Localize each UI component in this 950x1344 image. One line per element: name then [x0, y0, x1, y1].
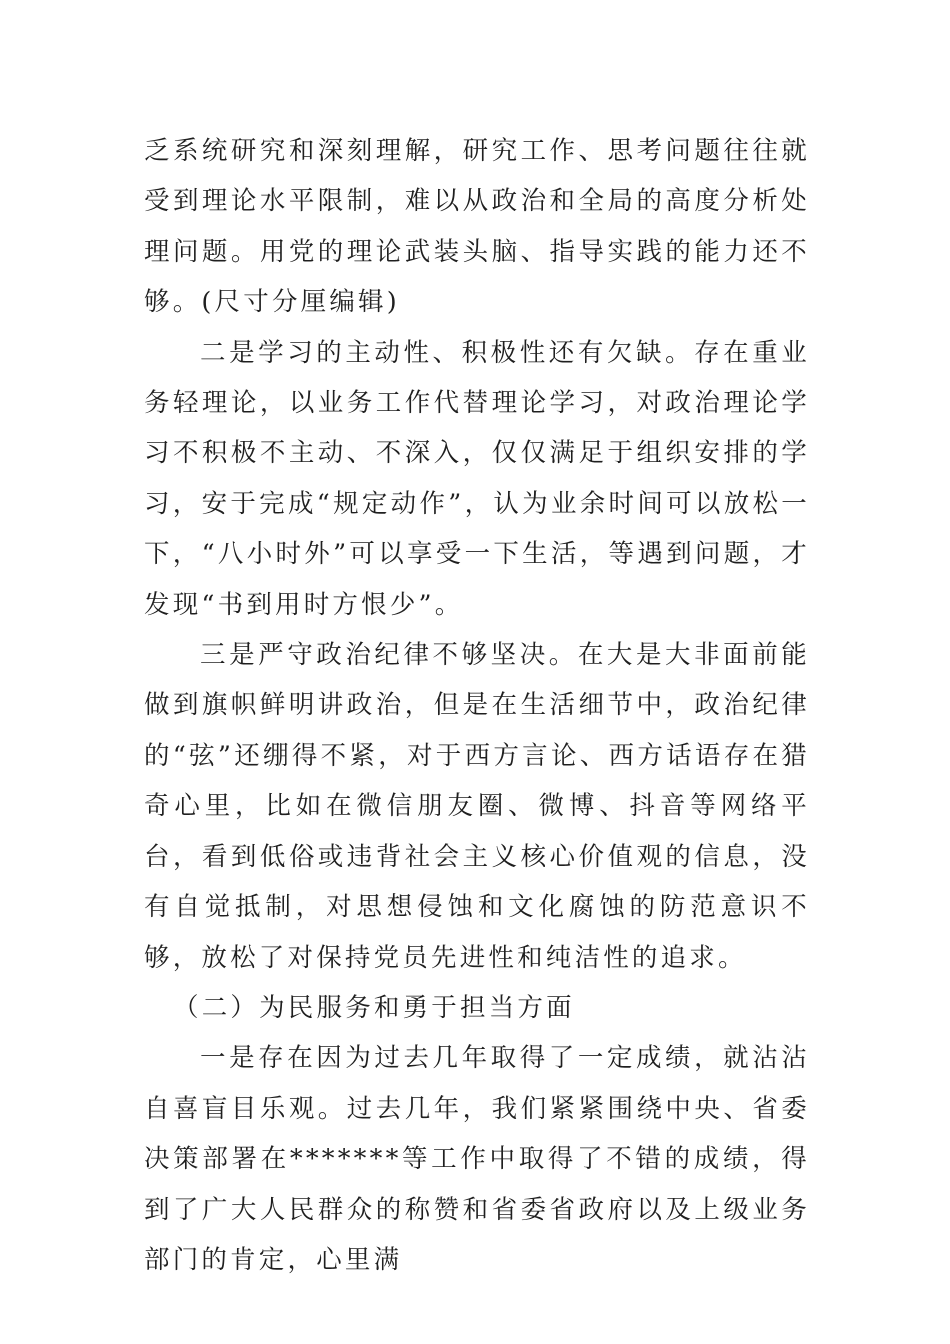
body-paragraph-continued: 乏系统研究和深刻理解，研究工作、思考问题往往就受到理论水平限制，难以从政治和全局的高度分析处理问题。用党的理论武装头脑、指导实践的能力还不够。(尺寸分厘编辑) — [144, 136, 810, 318]
section-heading: （二）为民服务和勇于担当方面 — [173, 992, 575, 1023]
body-paragraph-achievements: 一是存在因为过去几年取得了一定成绩，就沾沾自喜盲目乐观。过去几年，我们紧紧围绕中央、省委决策部署在*******等工作中取得了不错的成绩，得到了广大人民群众的称赞和省委省政府以及上级业务部门的肯定，心里满 — [144, 1043, 810, 1275]
body-paragraph-learning-initiative: 二是学习的主动性、积极性还有欠缺。存在重业务轻理论，以业务工作代替理论学习，对政治理论学习不积极不主动、不深入，仅仅满足于组织安排的学习，安于完成“规定动作”，认为业余时间可以放松一下，“八小时外”可以享受一下生活，等遇到问题，才发现“书到用时方恨少”。 — [144, 337, 810, 620]
body-paragraph-political-discipline: 三是严守政治纪律不够坚决。在大是大非面前能做到旗帜鲜明讲政治，但是在生活细节中，政治纪律的“弦”还绷得不紧，对于西方言论、西方话语存在猎奇心里，比如在微信朋友圈、微博、抖音等网络平台，看到低俗或违背社会主义核心价值观的信息，没有自觉抵制，对思想侵蚀和文化腐蚀的防范意识不够，放松了对保持党员先进性和纯洁性的追求。 — [144, 640, 810, 973]
